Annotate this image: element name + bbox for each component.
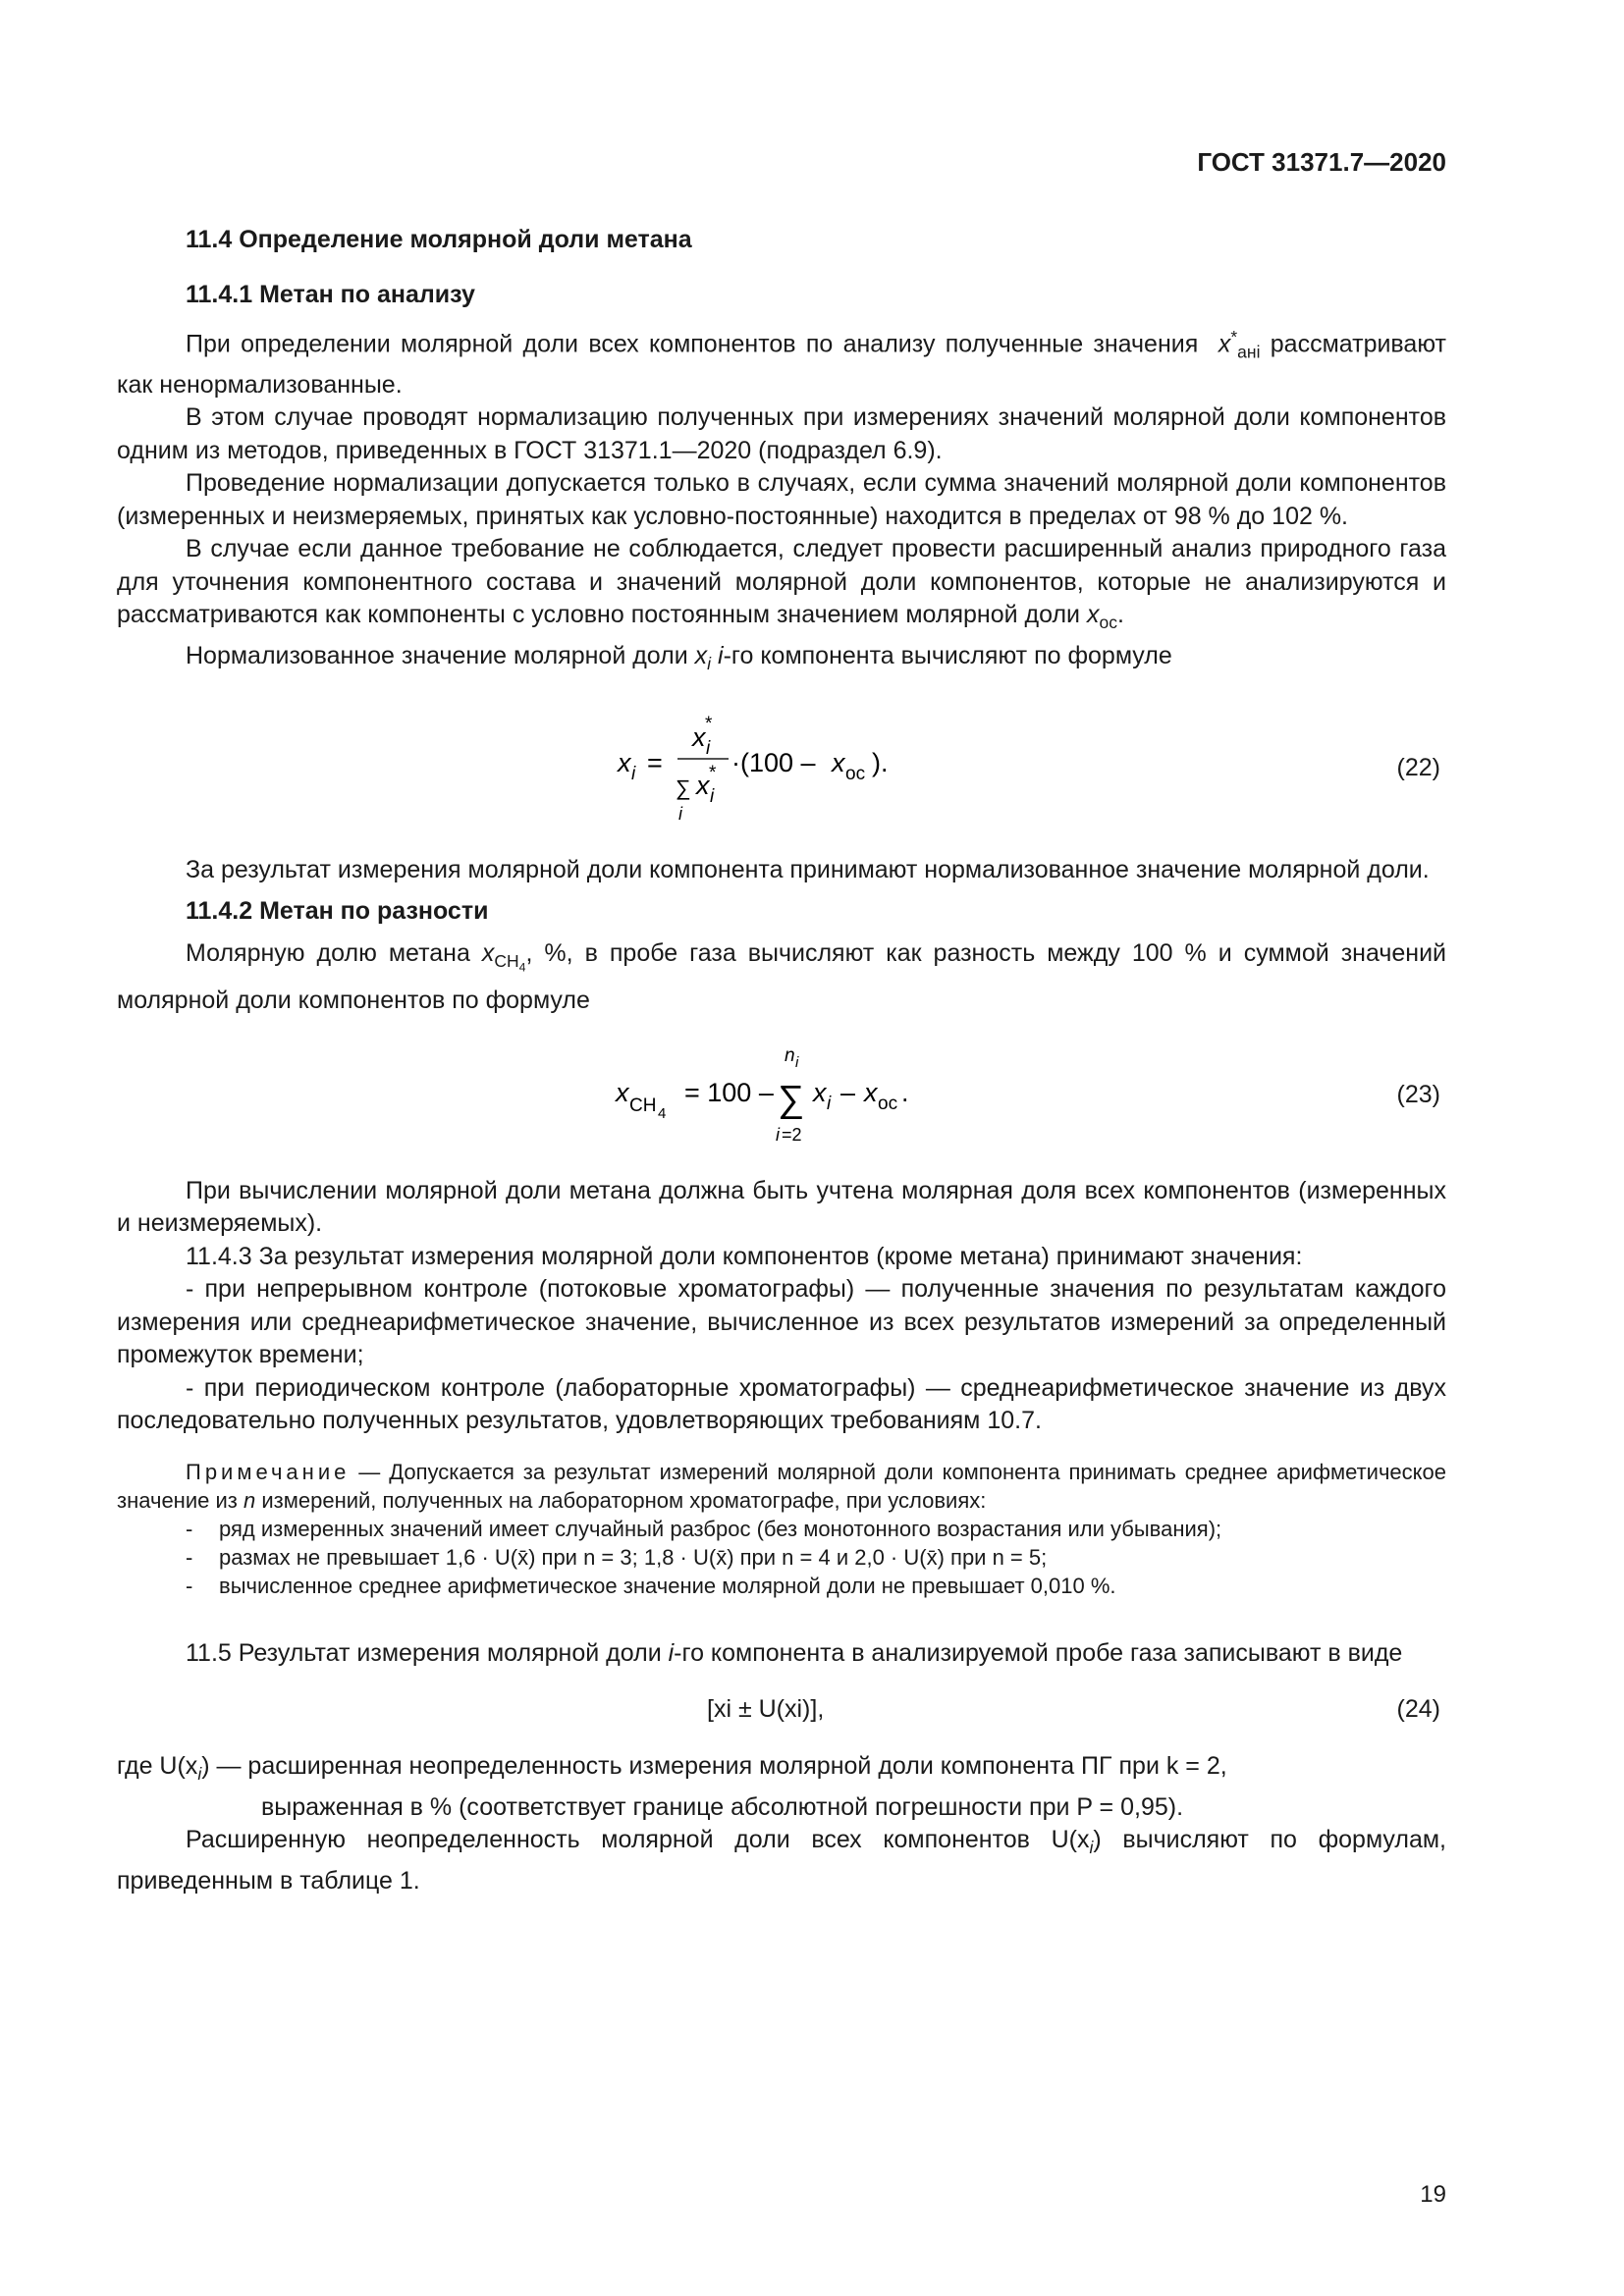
svg-text:oc: oc <box>845 764 866 785</box>
paragraph: Проведение нормализации допускается только в случаях, если сумма значений молярной доли компонентов (измеренных и неизмеряемых, принятых как условно-постоянные) находится в пределах от 98 % до 102 %. <box>117 469 1446 530</box>
page-content <box>117 224 1446 1897</box>
svg-text:–: – <box>840 1077 856 1107</box>
svg-text:*: * <box>709 763 717 784</box>
paragraph: Нормализованное значение молярной доли $x_i$ i-го компонента вычисляют по формуле <box>186 641 1172 673</box>
section-11-4-title: 11.4 Определение молярной доли метана <box>186 226 692 253</box>
svg-text:x: x <box>864 1077 878 1107</box>
paragraph: Молярную долю метана $x_{CH_4}$, %, в пробе газа вычисляют как разность между 100 % и суммой значений молярной доли компонентов по формуле <box>117 939 1446 1015</box>
svg-text:x: x <box>692 722 706 753</box>
formula-24-expression: [xi ± U(xi)], <box>707 1695 825 1724</box>
paragraph: Расширенную неопределенность молярной доли всех компонентов $U(x_i)$ вычисляют по формулам, приведенным в таблице 1. <box>117 1826 1446 1895</box>
svg-text:4: 4 <box>658 1104 667 1122</box>
section-11-4-1-title: 11.4.1 Метан по анализу <box>186 280 475 308</box>
paragraph: 11.5 Результат измерения молярной доли i-го компонента в анализируемой пробе газа записывают в виде <box>186 1638 1403 1667</box>
formula-23-graphic <box>117 1018 1446 1175</box>
svg-text:i: i <box>827 1093 832 1114</box>
svg-text:x: x <box>832 748 845 778</box>
svg-text:·(100 –: ·(100 – <box>731 748 816 778</box>
svg-text:∑: ∑ <box>778 1078 805 1120</box>
paragraph: При определении молярной доли всех компонентов по анализу полученные значения $x^*_{анi}$ рассматривают как ненормализованные. <box>117 327 1446 399</box>
svg-text:i: i <box>706 738 711 760</box>
formula-24-number: (24) <box>1396 1695 1440 1724</box>
formula-23-number: (23) <box>1396 1080 1440 1108</box>
svg-text:n: n <box>785 1044 795 1066</box>
formula-24 <box>117 1670 1446 1750</box>
svg-text:=: = <box>647 748 663 778</box>
svg-text:i: i <box>795 1053 799 1071</box>
section-11-4-2-title: 11.4.2 Метан по разности <box>186 896 489 925</box>
paragraph: В этом случае проводят нормализацию полученных при измерениях значений молярной доли компонентов одним из методов, приведенных в ГОСТ 31371.1—2020 (подраздел 6.9). <box>117 403 1446 464</box>
paragraph: - при непрерывном контроле (потоковые хроматографы) — полученные значения по результатам каждого измерения или среднеарифметическое значение, вычисленное из всех результатов измерений за определенный промежуток времени; <box>117 1275 1446 1369</box>
note-list <box>117 1515 1446 1600</box>
svg-text:= 100 –: = 100 – <box>684 1077 774 1107</box>
svg-text:x: x <box>618 748 631 778</box>
svg-text:i: i <box>710 786 715 808</box>
note: Примечание — Допускается за результат измерений молярной доли компонента принимать среднее арифметическое значение из n измерений, полученных на лабораторном хроматографе, при условиях: - ряд измеренных значений имеет случайный разброс (без монотонного возрастания или убывания); - размах не превышает 1,6 · U(x̄) при n = 3; 1,8 · U(x̄) при n = 4 и 2,0 · U(x̄) при n = 5; - вычисленное среднее арифметическое значение молярной доли не превышает 0,010 %. <box>117 1459 1446 1598</box>
list-item: - вычисленное среднее арифметическое значение молярной доли не превышает 0,010 %. <box>186 1573 1116 1598</box>
svg-text:i: i <box>678 804 682 825</box>
paragraph: При вычислении молярной доли метана должна быть учтена молярная доля всех компонентов (измеренных и неизмеряемых). <box>117 1176 1446 1238</box>
svg-text:∑: ∑ <box>676 775 691 801</box>
document-id: ГОСТ 31371.7—2020 <box>1197 147 1446 177</box>
list-item: - размах не превышает 1,6 · U(x̄) при n = 3; 1,8 · U(x̄) при n = 4 и 2,0 · U(x̄) при n = 5; <box>186 1544 1048 1570</box>
svg-text:CH: CH <box>629 1095 657 1116</box>
formula-23 <box>117 1018 1446 1175</box>
formula-22 <box>117 680 1446 842</box>
svg-text:).: ). <box>872 748 889 778</box>
paragraph: 11.4.3 За результат измерения молярной доли компонентов (кроме метана) принимают значения: <box>186 1242 1303 1270</box>
paragraph-where: где $U(x_i)$ — расширенная неопределенность измерения молярной доли компонента ПГ при k = 2, выраженная в % (соответствует границе абсолютной погрешности при P = 0,95). <box>117 1752 1227 1821</box>
paragraph: - при периодическом контроле (лабораторные хроматографы) — среднеарифметическое значение из двух последовательно полученных результатов, удовлетворяющих требованиям 10.7. <box>117 1373 1446 1435</box>
page-number: 19 <box>1420 2181 1446 2208</box>
svg-text:i: i <box>631 764 636 785</box>
svg-text:i: i <box>776 1124 780 1145</box>
list-item: - ряд измеренных значений имеет случайный разброс (без монотонного возрастания или убывания); <box>186 1516 1222 1541</box>
svg-text:oc: oc <box>878 1093 898 1114</box>
paragraph: За результат измерения молярной доли компонента принимают нормализованное значение молярной доли. <box>186 856 1430 884</box>
paragraph: В случае если данное требование не соблюдается, следует провести расширенный анализ природного газа для уточнения компонентного состава и значений молярной доли компонентов, которые не анализируются и рассматриваются как компоненты с условно постоянным значением молярной доли $x_{oc}$. <box>117 535 1446 633</box>
svg-text:*: * <box>705 714 713 735</box>
formula-22-graphic <box>117 680 1446 842</box>
formula-22-number: (22) <box>1396 754 1440 782</box>
svg-text:.: . <box>901 1077 909 1107</box>
svg-text:x: x <box>813 1077 827 1107</box>
svg-text:=2: =2 <box>782 1124 802 1145</box>
svg-text:x: x <box>616 1077 629 1107</box>
note-label: Примечание <box>186 1459 351 1484</box>
svg-text:x: x <box>696 771 710 801</box>
